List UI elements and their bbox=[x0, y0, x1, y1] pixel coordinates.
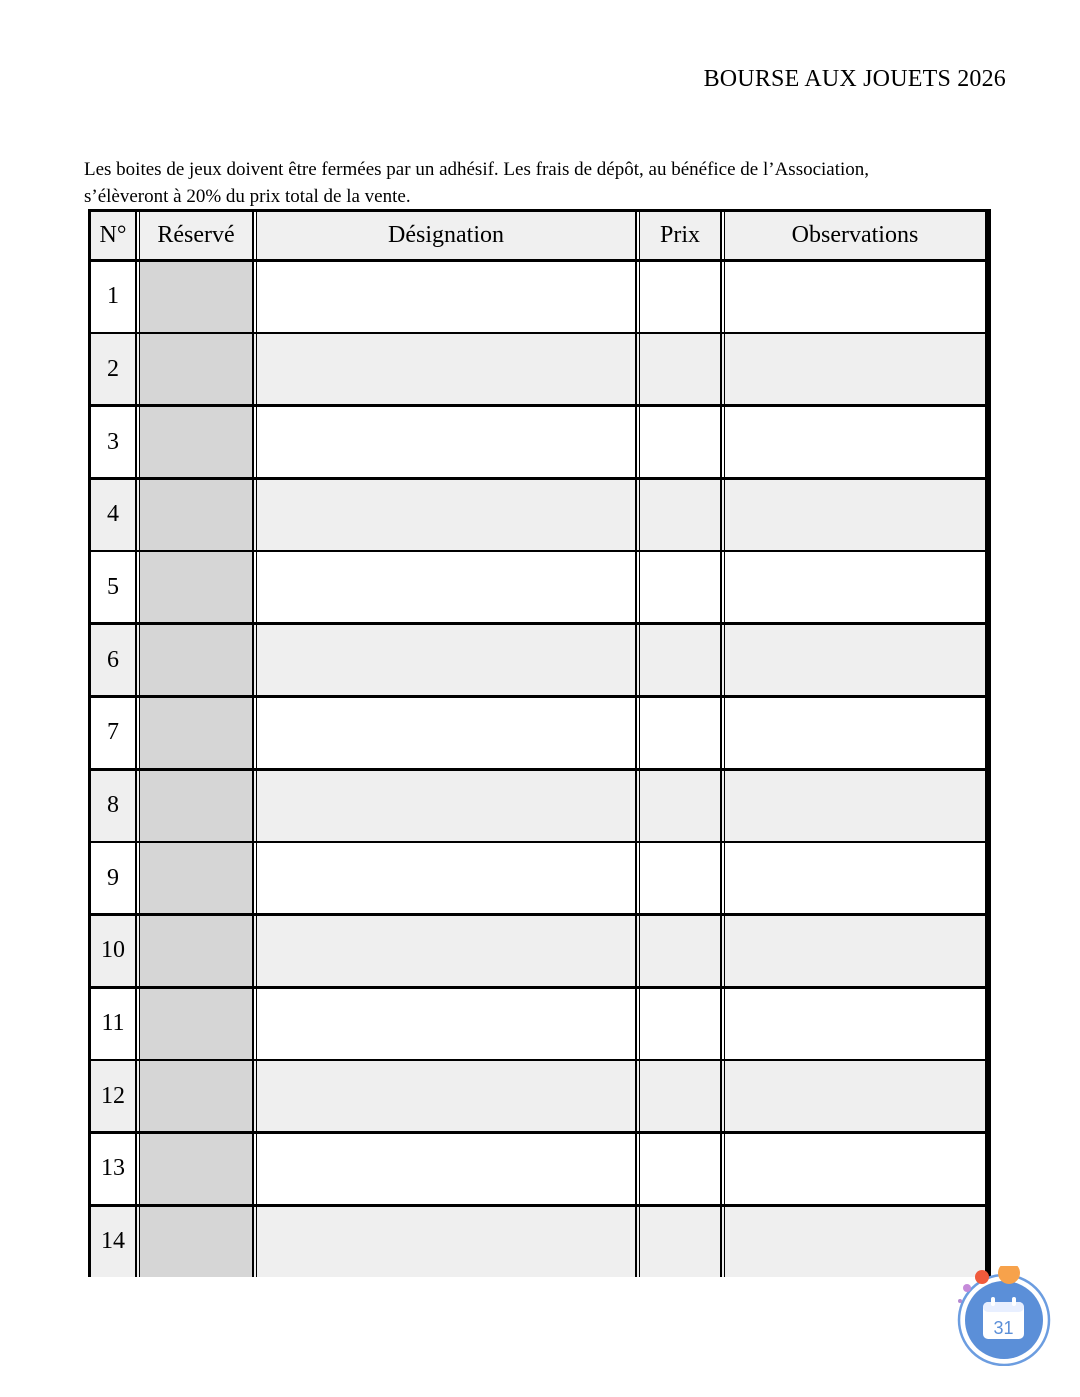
column-separator bbox=[252, 843, 257, 913]
observations-cell[interactable] bbox=[725, 334, 985, 404]
header-num: N° bbox=[91, 212, 135, 259]
column-separator bbox=[720, 480, 725, 550]
intro-paragraph bbox=[84, 156, 984, 210]
column-separator bbox=[720, 262, 725, 332]
column-separator bbox=[252, 771, 257, 841]
column-separator bbox=[135, 989, 140, 1059]
row-number: 8 bbox=[91, 771, 135, 841]
row-number: 12 bbox=[91, 1061, 135, 1131]
observations-cell[interactable] bbox=[725, 1061, 985, 1131]
reserved-cell[interactable] bbox=[140, 698, 252, 768]
designation-cell[interactable] bbox=[257, 552, 635, 622]
observations-cell[interactable] bbox=[725, 698, 985, 768]
column-separator bbox=[135, 698, 140, 768]
reserved-cell[interactable] bbox=[140, 989, 252, 1059]
designation-cell[interactable] bbox=[257, 843, 635, 913]
header-designation: Désignation bbox=[257, 212, 635, 259]
observations-cell[interactable] bbox=[725, 989, 985, 1059]
price-cell[interactable] bbox=[640, 625, 720, 695]
designation-cell[interactable] bbox=[257, 1207, 635, 1277]
column-separator bbox=[720, 625, 725, 695]
column-separator bbox=[635, 625, 640, 695]
price-cell[interactable] bbox=[640, 1061, 720, 1131]
column-separator bbox=[720, 407, 725, 477]
column-separator bbox=[720, 552, 725, 622]
column-separator bbox=[135, 625, 140, 695]
observations-cell[interactable] bbox=[725, 1134, 985, 1204]
header-price: Prix bbox=[640, 212, 720, 259]
observations-cell[interactable] bbox=[725, 843, 985, 913]
column-separator bbox=[635, 262, 640, 332]
column-separator bbox=[252, 407, 257, 477]
price-cell[interactable] bbox=[640, 552, 720, 622]
column-separator bbox=[720, 989, 725, 1059]
designation-cell[interactable] bbox=[257, 1134, 635, 1204]
row-number: 4 bbox=[91, 480, 135, 550]
row-number: 6 bbox=[91, 625, 135, 695]
column-separator bbox=[720, 1134, 725, 1204]
row-number: 7 bbox=[91, 698, 135, 768]
column-separator bbox=[135, 212, 140, 259]
price-cell[interactable] bbox=[640, 916, 720, 986]
column-separator bbox=[135, 552, 140, 622]
price-cell[interactable] bbox=[640, 262, 720, 332]
header-reserved: Réservé bbox=[140, 212, 252, 259]
column-separator bbox=[720, 334, 725, 404]
price-cell[interactable] bbox=[640, 698, 720, 768]
column-separator bbox=[635, 771, 640, 841]
price-cell[interactable] bbox=[640, 334, 720, 404]
reserved-cell[interactable] bbox=[140, 1134, 252, 1204]
column-separator bbox=[252, 1207, 257, 1277]
column-separator bbox=[720, 698, 725, 768]
calendar-icon bbox=[952, 1266, 1052, 1366]
column-separator bbox=[252, 698, 257, 768]
column-separator bbox=[135, 1207, 140, 1277]
deposit-table bbox=[88, 209, 991, 1277]
reserved-cell[interactable] bbox=[140, 916, 252, 986]
observations-cell[interactable] bbox=[725, 262, 985, 332]
observations-cell[interactable] bbox=[725, 407, 985, 477]
column-separator bbox=[252, 1134, 257, 1204]
reserved-cell[interactable] bbox=[140, 1061, 252, 1131]
row-number: 11 bbox=[91, 989, 135, 1059]
designation-cell[interactable] bbox=[257, 334, 635, 404]
reserved-cell[interactable] bbox=[140, 334, 252, 404]
price-cell[interactable] bbox=[640, 1207, 720, 1277]
column-separator bbox=[635, 989, 640, 1059]
row-number: 9 bbox=[91, 843, 135, 913]
row-number: 1 bbox=[91, 262, 135, 332]
column-separator bbox=[135, 1134, 140, 1204]
column-separator bbox=[135, 407, 140, 477]
reserved-cell[interactable] bbox=[140, 407, 252, 477]
column-separator bbox=[635, 1061, 640, 1131]
column-separator bbox=[635, 407, 640, 477]
column-separator bbox=[635, 334, 640, 404]
column-separator bbox=[252, 480, 257, 550]
designation-cell[interactable] bbox=[257, 625, 635, 695]
row-number: 10 bbox=[91, 916, 135, 986]
row-number: 14 bbox=[91, 1207, 135, 1277]
designation-cell[interactable] bbox=[257, 771, 635, 841]
header-observations: Observations bbox=[725, 212, 985, 259]
column-separator bbox=[252, 262, 257, 332]
intro-line-1: Les boites de jeux doivent être fermées par un adhésif. Les frais de dépôt, au bénéfice de l’Association, bbox=[84, 159, 870, 180]
column-separator bbox=[252, 989, 257, 1059]
column-separator bbox=[720, 1061, 725, 1131]
column-separator bbox=[252, 552, 257, 622]
observations-cell[interactable] bbox=[725, 552, 985, 622]
designation-cell[interactable] bbox=[257, 407, 635, 477]
column-separator bbox=[720, 916, 725, 986]
reserved-cell[interactable] bbox=[140, 480, 252, 550]
price-cell[interactable] bbox=[640, 989, 720, 1059]
designation-cell[interactable] bbox=[257, 480, 635, 550]
intro-line-2: s’élèveront à 20% du prix total de la vente. bbox=[84, 186, 411, 207]
column-separator bbox=[635, 480, 640, 550]
price-cell[interactable] bbox=[640, 1134, 720, 1204]
row-number: 3 bbox=[91, 407, 135, 477]
column-separator bbox=[720, 843, 725, 913]
observations-cell[interactable] bbox=[725, 625, 985, 695]
price-cell[interactable] bbox=[640, 843, 720, 913]
column-separator bbox=[252, 625, 257, 695]
column-separator bbox=[135, 771, 140, 841]
reserved-cell[interactable] bbox=[140, 1207, 252, 1277]
observations-cell[interactable] bbox=[725, 480, 985, 550]
column-separator bbox=[135, 916, 140, 986]
row-number: 5 bbox=[91, 552, 135, 622]
observations-cell[interactable] bbox=[725, 916, 985, 986]
reserved-cell[interactable] bbox=[140, 625, 252, 695]
column-separator bbox=[252, 334, 257, 404]
page-title: BOURSE AUX JOUETS 2026 bbox=[703, 66, 1006, 92]
designation-cell[interactable] bbox=[257, 698, 635, 768]
row-number: 13 bbox=[91, 1134, 135, 1204]
designation-cell[interactable] bbox=[257, 262, 635, 332]
reserved-cell[interactable] bbox=[140, 552, 252, 622]
column-separator bbox=[635, 1134, 640, 1204]
row-number: 2 bbox=[91, 334, 135, 404]
column-separator bbox=[252, 212, 257, 259]
column-separator bbox=[635, 916, 640, 986]
column-separator bbox=[720, 212, 725, 259]
designation-cell[interactable] bbox=[257, 916, 635, 986]
column-separator bbox=[135, 334, 140, 404]
calendar-badge[interactable] bbox=[952, 1266, 1052, 1366]
reserved-cell[interactable] bbox=[140, 771, 252, 841]
designation-cell[interactable] bbox=[257, 1061, 635, 1131]
column-separator bbox=[635, 552, 640, 622]
column-separator bbox=[635, 698, 640, 768]
column-separator bbox=[720, 771, 725, 841]
calendar-day: 31 bbox=[993, 1318, 1014, 1338]
reserved-cell[interactable] bbox=[140, 262, 252, 332]
observations-cell[interactable] bbox=[725, 771, 985, 841]
column-separator bbox=[720, 1207, 725, 1277]
column-separator bbox=[135, 480, 140, 550]
column-separator bbox=[635, 843, 640, 913]
designation-cell[interactable] bbox=[257, 989, 635, 1059]
price-cell[interactable] bbox=[640, 407, 720, 477]
column-separator bbox=[635, 1207, 640, 1277]
column-separator bbox=[135, 843, 140, 913]
column-separator bbox=[135, 262, 140, 332]
price-cell[interactable] bbox=[640, 771, 720, 841]
reserved-cell[interactable] bbox=[140, 843, 252, 913]
column-separator bbox=[252, 1061, 257, 1131]
column-separator bbox=[635, 212, 640, 259]
price-cell[interactable] bbox=[640, 480, 720, 550]
column-separator bbox=[252, 916, 257, 986]
column-separator bbox=[135, 1061, 140, 1131]
observations-cell[interactable] bbox=[725, 1207, 985, 1277]
